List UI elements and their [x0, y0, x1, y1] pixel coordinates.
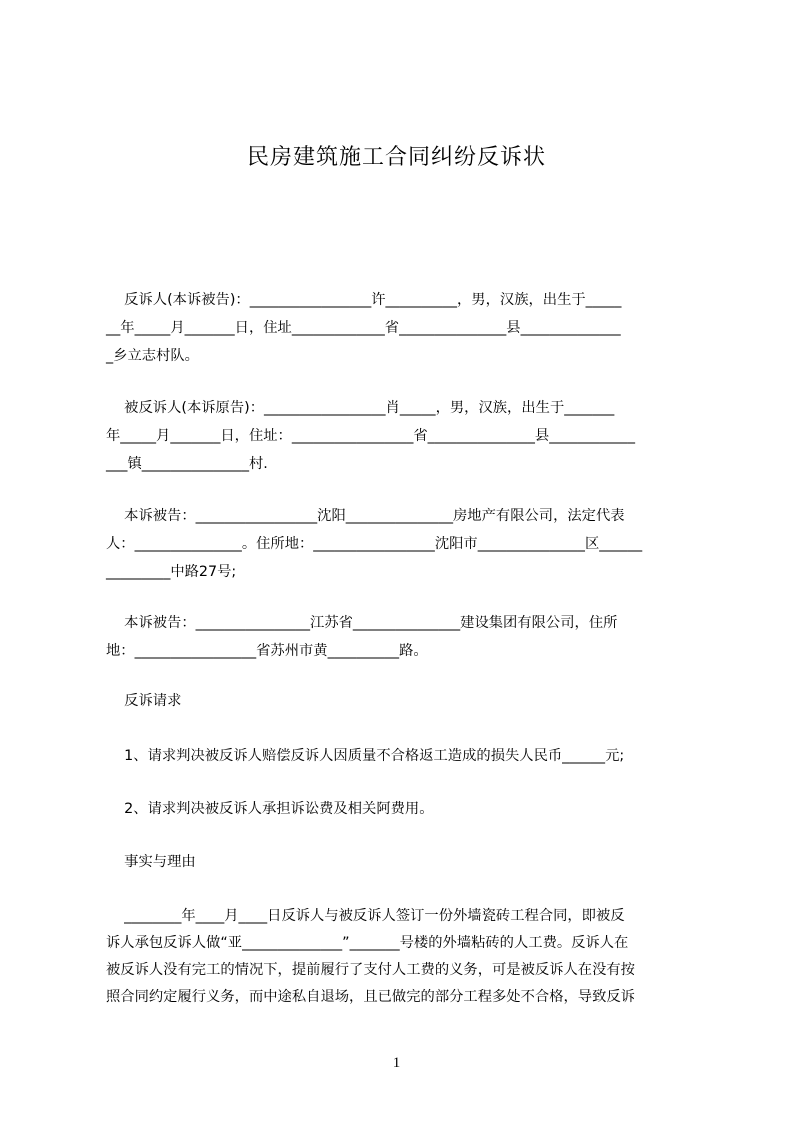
page-number: 1: [392, 1055, 401, 1071]
text-line: ________年____月____日反诉人与被反诉人签订一份外墙瓷砖工程合同，即被反: [106, 908, 625, 924]
claim-item: 1、请求判决被反诉人赔偿反诉人因质量不合格返工造成的损失人民币______元;: [106, 748, 625, 764]
text-line: 照合同约定履行义务，而中途私自退场，且已做完的部分工程多处不合格，导致反诉: [106, 989, 635, 1005]
text-line: _________中路27号;: [106, 564, 237, 580]
text-line: 诉人承包反诉人做“亚______________”_______号楼的外墙粘砖的人工费。反诉人在: [106, 935, 629, 951]
claim-item: 2、请求判决被反诉人承担诉讼费及相关阿费用。: [106, 801, 434, 817]
section-heading: 反诉请求: [106, 693, 182, 709]
text-line: 被反诉人(本诉原告)：_________________肖_____，男，汉族，出生于_______: [106, 400, 615, 416]
text-line: 被反诉人没有完工的情况下，提前履行了支付人工费的义务，可是被反诉人在没有按: [106, 962, 635, 978]
text-line: _乡立志村队。: [106, 348, 199, 364]
text-line: __年_____月_______日，住址_____________省_______________县______________: [106, 320, 621, 336]
text-line: 人：_______________。住所地：_________________沈阳市_______________区______: [106, 536, 643, 552]
section-heading: 事实与理由: [106, 854, 196, 870]
text-line: 本诉被告：________________江苏省_______________建设集团有限公司，住所: [106, 615, 618, 631]
text-line: ___镇_______________村.: [106, 456, 268, 472]
text-line: 年_____月_______日，住址：_________________省_______________县____________: [106, 428, 635, 444]
text-line: 本诉被告：_________________沈阳_______________房地产有限公司，法定代表: [106, 508, 625, 524]
document-title: 民房建筑施工合同纠纷反诉状: [246, 145, 546, 170]
text-line: 地：_________________省苏州市黄__________路。: [106, 643, 428, 659]
text-line: 反诉人(本诉被告)：_________________许__________，男，汉族，出生于_____: [106, 292, 622, 308]
